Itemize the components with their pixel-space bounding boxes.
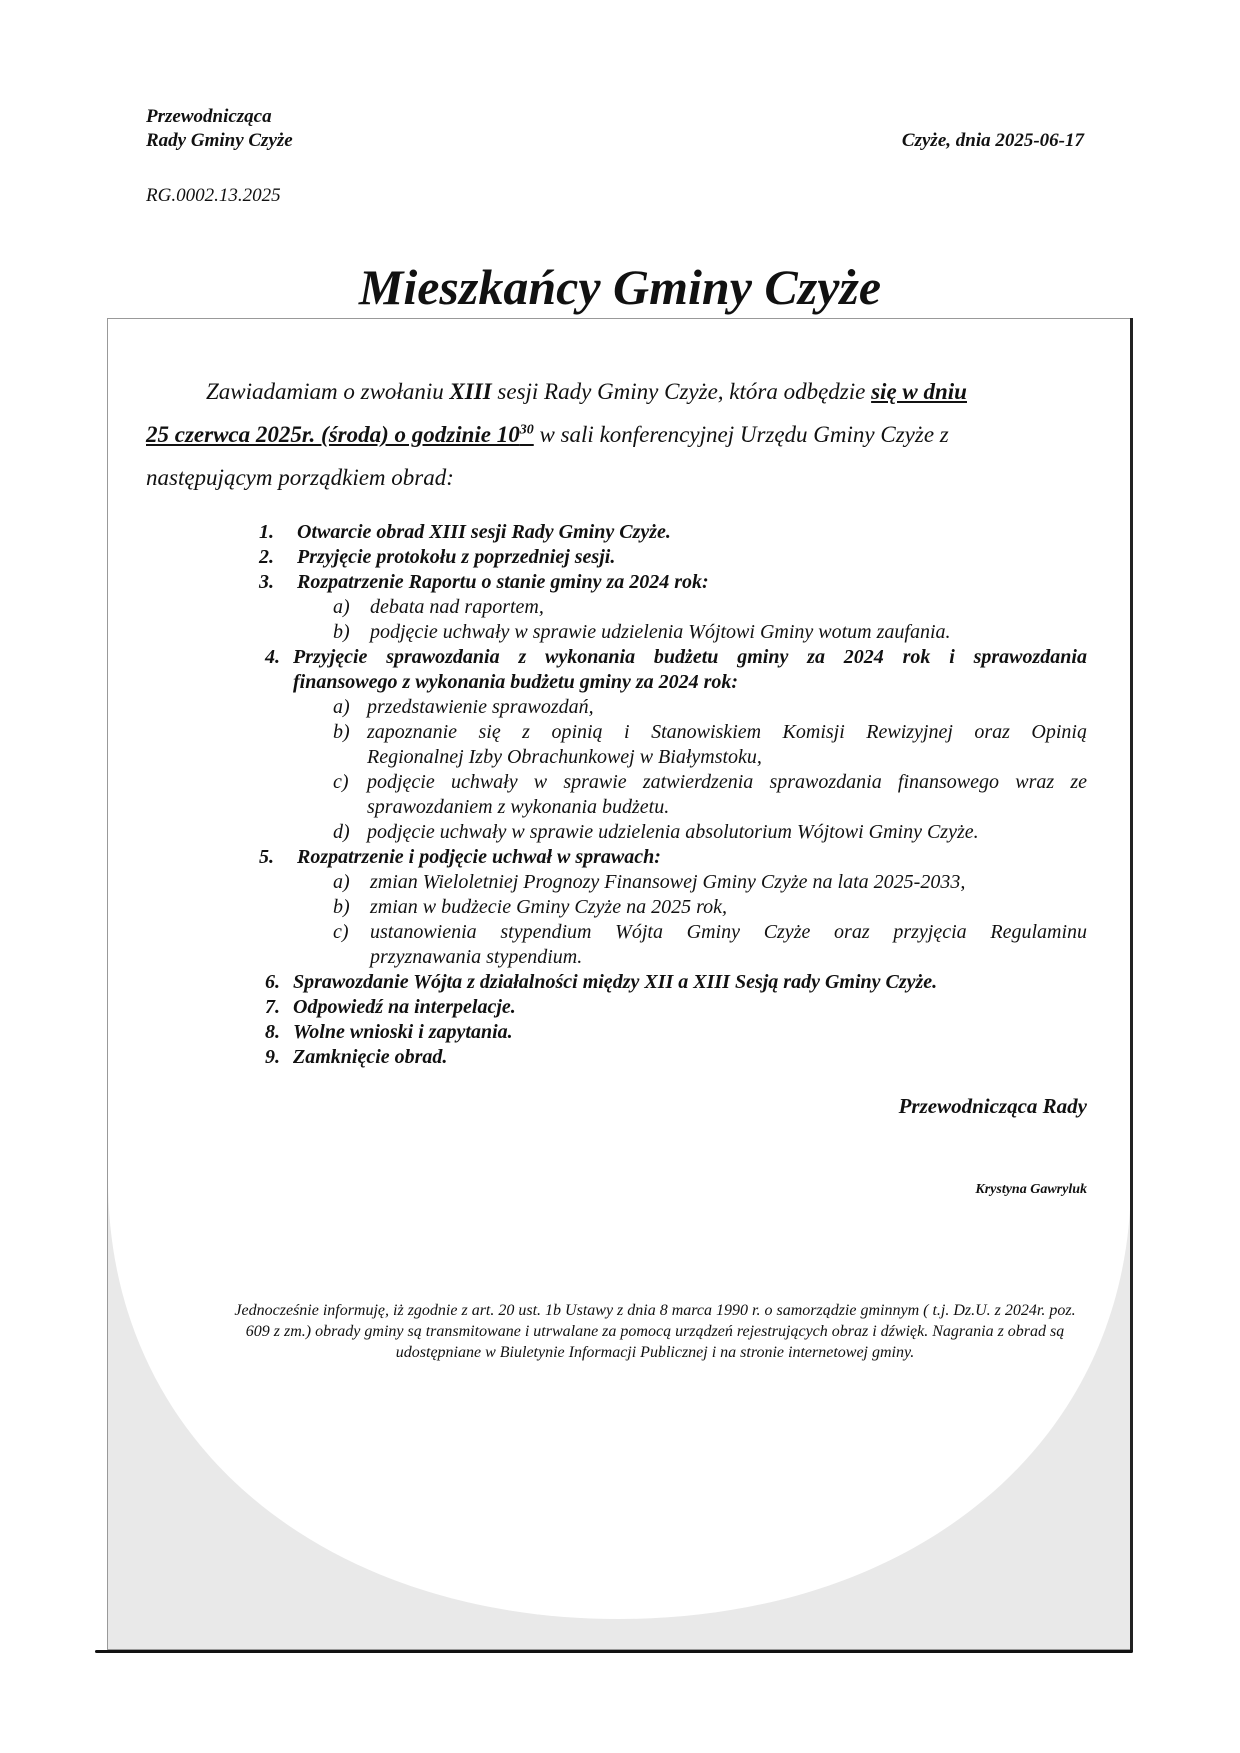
document-title: Mieszkańcy Gminy Czyże [358, 259, 882, 315]
session-number: XIII [449, 379, 492, 404]
reference-number: RG.0002.13.2025 [146, 185, 281, 206]
agenda-item-4b-label: b) [333, 721, 350, 743]
agenda-item-5c-line2: przyznawania stypendium. [370, 946, 583, 968]
place-date: Czyże, dnia 2025-06-17 [901, 130, 1084, 151]
issuer-block [146, 105, 293, 153]
agenda-item-5c-line1: ustanowienia stypendium Wójta Gminy Czyże oraz przyjęcia Regulaminu [370, 921, 1087, 943]
intro-line-2: 25 czerwca 2025r. (środa) o godzinie $10^{30}$ w sali konferencyjnej Urzędu Gminy Czyże z [146, 422, 949, 447]
agenda-item-3b: b) podjęcie uchwały w sprawie udzielenia Wójtowi Gminy wotum zaufania. [333, 621, 951, 643]
intro-line-3: następującym porządkiem obrad: [146, 465, 454, 490]
agenda-item-4-num: 4. [265, 646, 280, 668]
agenda-item-4-line2: finansowego z wykonania budżetu gminy za 2024 rok: [293, 671, 739, 693]
signature-role: Przewodnicząca Rady [898, 1094, 1087, 1118]
signature-name: Krystyna Gawryluk [975, 1182, 1087, 1197]
agenda-item-5b: b) zmian w budżecie Gminy Czyże na 2025 rok, [333, 896, 727, 918]
agenda-item-3a: a) debata nad raportem, [333, 596, 544, 618]
recording-notice: Jednocześnie informuję, iż zgodnie z art. 20 ust. 1b Ustawy z dnia 8 marca 1990 r. o samorządzie gminnym ( t.j. Dz.U. z 2024r. poz. 609 z zm.) obrady gminy są transmitowane i utrwalane za pomocą urządzeń rejestrujących obraz i dźwięk. Nagrania z obrad są udostępniane w Biuletynie Informacji Publicznej i na stronie internetowej gminy. [234, 1302, 1076, 1361]
intro-paragraph [146, 370, 1090, 499]
issuer-council: Rady Gminy Czyże [146, 130, 293, 151]
frame-edge-bottom [95, 1650, 1133, 1653]
agenda-item-4d: d) podjęcie uchwały w sprawie udzielenia absolutorium Wójtowi Gminy Czyże. [333, 821, 979, 843]
agenda-item-4c-label: c) [333, 771, 349, 793]
intro-line-1: Zawiadamiam o zwołaniu XIII sesji Rady Gminy Czyże, która odbędzie się w dniu [206, 379, 967, 404]
date-underlined-2: 25 czerwca 2025r. (środa) o godzinie $10^{30}$ [146, 422, 534, 447]
agenda-item-5a: a) zmian Wieloletniej Prognozy Finansowej Gminy Czyże na lata 2025-2033, [333, 871, 966, 893]
agenda-item-4b-line1: zapoznanie się z opinią i Stanowiskiem Komisji Rewizyjnej oraz Opinią [367, 721, 1087, 743]
agenda-item-5c-label: c) [333, 921, 349, 943]
issuer-title: Przewodnicząca [146, 106, 272, 127]
agenda-item-4c-line1: podjęcie uchwały w sprawie zatwierdzenia sprawozdania finansowego wraz ze [367, 771, 1087, 793]
agenda-item-4c-line2: sprawozdaniem z wykonania budżetu. [367, 796, 670, 818]
agenda-item-4b-line2: Regionalnej Izby Obrachunkowej w Białymstoku, [367, 746, 762, 768]
agenda-item-4a: a) przedstawienie sprawozdań, [333, 696, 594, 718]
date-underlined-1: się w dniu [871, 379, 967, 404]
hour-minutes: 30 [519, 422, 534, 438]
frame-edge-right [1130, 318, 1133, 1651]
agenda-item-4-line1: Przyjęcie sprawozdania z wykonania budżetu gminy za 2024 rok i sprawozdania [293, 646, 1087, 668]
